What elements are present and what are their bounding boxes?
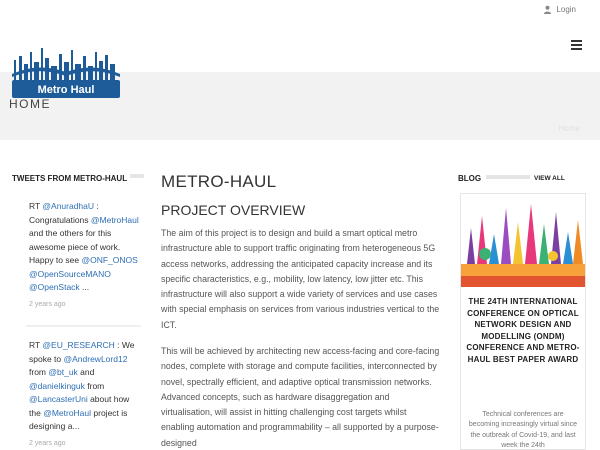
tweet-text: from xyxy=(84,380,105,391)
tweets-heading: TWEETS FROM METRO-HAUL xyxy=(12,174,128,183)
logo-text: Metro Haul xyxy=(37,84,95,96)
overview-paragraph: This will be achieved by architecting new access-facing and core-facing nodes, complete with storage and compute facilities, interconnected by novel, spectrally efficient, and adaptive optical transmission networks. Advanced concepts, such as hardware disaggregation and virtualisation, will assist in hitting challenging cost targets whilst enabling automation and programmability – all supported by a purpose-designed xyxy=(161,346,440,448)
login-label: Login xyxy=(556,5,576,14)
tweet-mention-link[interactable]: @MetroHaul xyxy=(90,214,139,225)
blog-heading: BLOG xyxy=(458,174,482,183)
tweet-text: from xyxy=(29,367,49,377)
blog-post-card[interactable] xyxy=(460,193,586,450)
blog-post-title[interactable]: THE 24TH INTERNATIONAL CONFERENCE ON OPTICAL NETWORK DESIGN AND MODELLING (ONDM) CONFERENCE AND METRO-HAUL BEST PAPER AWARD xyxy=(466,297,580,364)
login-link[interactable] xyxy=(543,5,576,14)
tweet-item xyxy=(29,200,141,311)
tweet-mention-link[interactable]: @OpenStack xyxy=(29,282,80,292)
tweet-age[interactable]: 2 years ago xyxy=(29,300,66,308)
tweet-text: : Congratulations xyxy=(29,201,99,225)
tweet-mention-link[interactable]: @AnuradhaU xyxy=(42,201,95,211)
tweet-text: about how the xyxy=(29,394,130,418)
tweet-age[interactable]: 2 years ago xyxy=(29,439,66,447)
metro-haul-logo[interactable] xyxy=(10,46,122,100)
blog-post-excerpt: Technical conferences are becoming increasingly virtual since the outbreak of Covid-19, and last week the 24th xyxy=(468,411,578,450)
tweet-mention-link[interactable]: @OpenSourceMANO xyxy=(29,268,111,279)
tweet-divider xyxy=(26,325,141,327)
tweet-mention-link[interactable]: @AndrewLord12 xyxy=(63,353,128,364)
tweet-text: and xyxy=(77,367,95,377)
tweet-mention-link[interactable]: @MetroHaul xyxy=(43,407,92,418)
tweet-text: RT xyxy=(29,340,43,350)
overview-paragraph: The aim of this project is to design and build a smart optical metro infrastructure able to support traffic originating from heterogeneous 5G access networks, addressing the anticipated capacity increase and its specific characteristics, e.g., mobility, low latency, low jitter etc. This infrastructure will also support a wide variety of services and use cases with special emphasis on services from various industries vertical to the ICT. xyxy=(161,228,440,330)
blog-divider xyxy=(486,175,530,179)
tweet-item xyxy=(29,339,141,450)
tweet-mention-link[interactable]: @danielkinguk xyxy=(29,380,85,391)
view-all-link[interactable]: VIEW ALL xyxy=(534,175,565,182)
breadcrumb[interactable]: Home xyxy=(558,124,580,133)
page-label: HOME xyxy=(9,97,51,111)
tweet-mention-link[interactable]: @LancasterUni xyxy=(29,394,88,404)
tweet-mention-link[interactable]: @EU_RESEARCH xyxy=(42,340,115,350)
user-icon xyxy=(543,5,552,14)
tweet-text: RT xyxy=(29,201,43,211)
hamburger-menu-icon[interactable] xyxy=(571,40,582,50)
tweet-text: ... xyxy=(79,282,90,292)
tweet-mention-link[interactable]: @bt_uk xyxy=(48,367,78,377)
barcelona-illustration-image[interactable] xyxy=(461,194,585,287)
tweet-text: : We spoke to xyxy=(29,340,135,364)
section-title: PROJECT OVERVIEW xyxy=(161,202,306,218)
tweet-mention-link[interactable]: @ONF_ONOS xyxy=(81,255,138,265)
tweet-text: and the others for this awesome piece of work. Happy to see xyxy=(29,228,121,265)
heading-divider xyxy=(130,174,144,178)
page-title: METRO-HAUL xyxy=(161,172,277,191)
tweet-text: project is designing a... xyxy=(29,407,128,431)
